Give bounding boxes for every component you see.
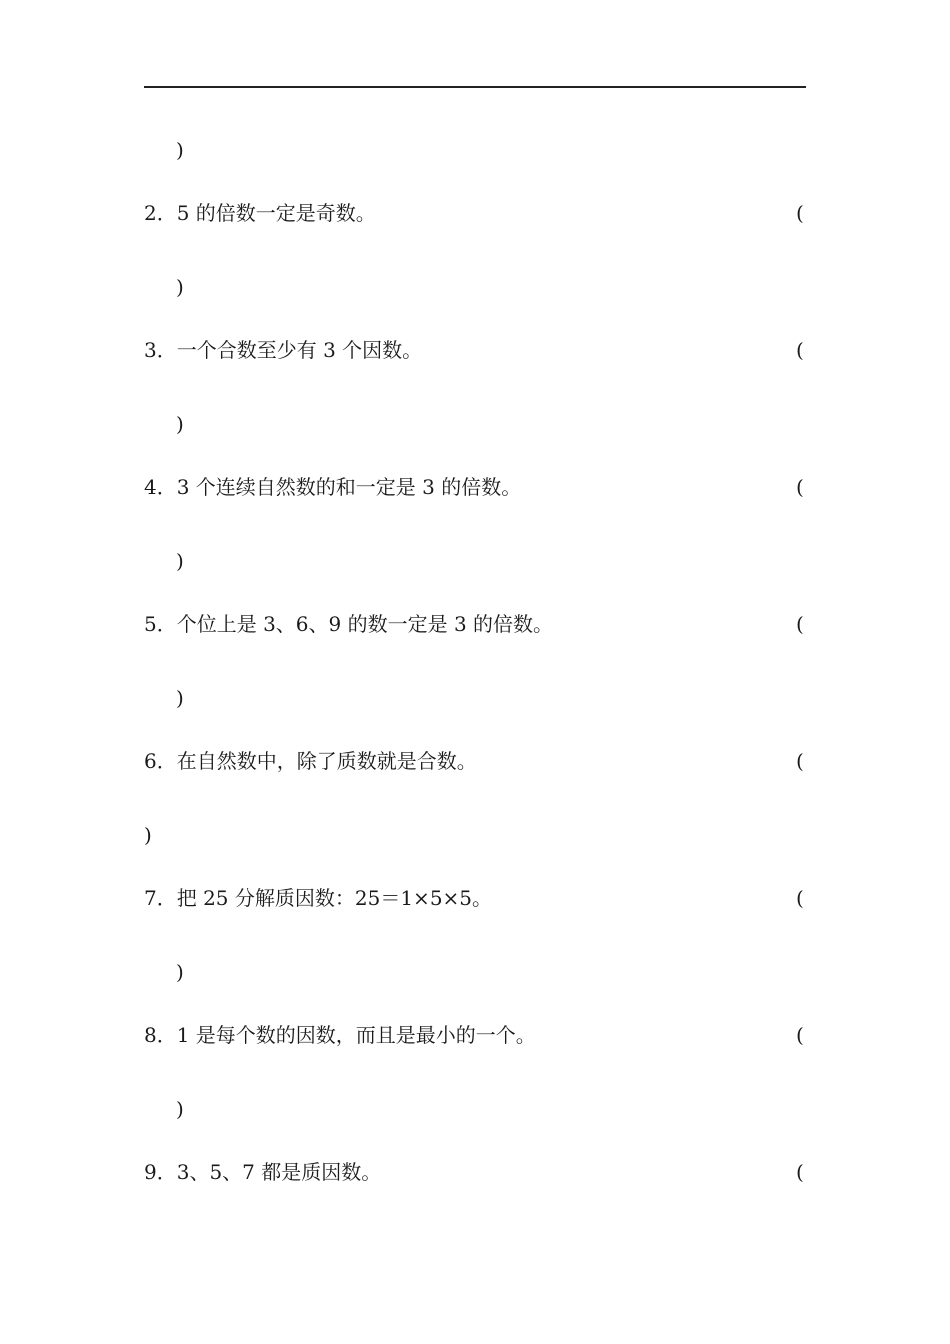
question-text: 8．1 是每个数的因数，而且是最小的一个。: [144, 1023, 536, 1047]
answer-close-paren: ): [176, 275, 184, 299]
answer-close-paren: ): [144, 823, 152, 847]
question-text: 3．一个合数至少有 3 个因数。: [144, 338, 423, 362]
answer-open-paren: (: [796, 201, 804, 225]
question-text: 6．在自然数中，除了质数就是合数。: [144, 749, 477, 773]
header-rule: [144, 86, 806, 88]
question-text: 4．3 个连续自然数的和一定是 3 的倍数。: [144, 475, 522, 499]
answer-open-paren: (: [796, 338, 804, 362]
answer-open-paren: (: [796, 1023, 804, 1047]
answer-close-paren: ): [176, 1097, 184, 1121]
answer-close-paren: ): [176, 960, 184, 984]
answer-close-paren: ): [176, 549, 184, 573]
answer-open-paren: (: [796, 749, 804, 773]
answer-open-paren: (: [796, 475, 804, 499]
answer-open-paren: (: [796, 1160, 804, 1184]
answer-open-paren: (: [796, 612, 804, 636]
answer-close-paren: ): [176, 138, 184, 162]
answer-close-paren: ): [176, 686, 184, 710]
question-text: 2．5 的倍数一定是奇数。: [144, 201, 376, 225]
question-text: 5．个位上是 3、6、9 的数一定是 3 的倍数。: [144, 612, 554, 636]
answer-close-paren: ): [176, 412, 184, 436]
question-text: 9．3、5、7 都是质因数。: [144, 1160, 382, 1184]
answer-open-paren: (: [796, 886, 804, 910]
question-text: 7．把 25 分解质因数：25＝1×5×5。: [144, 886, 493, 910]
